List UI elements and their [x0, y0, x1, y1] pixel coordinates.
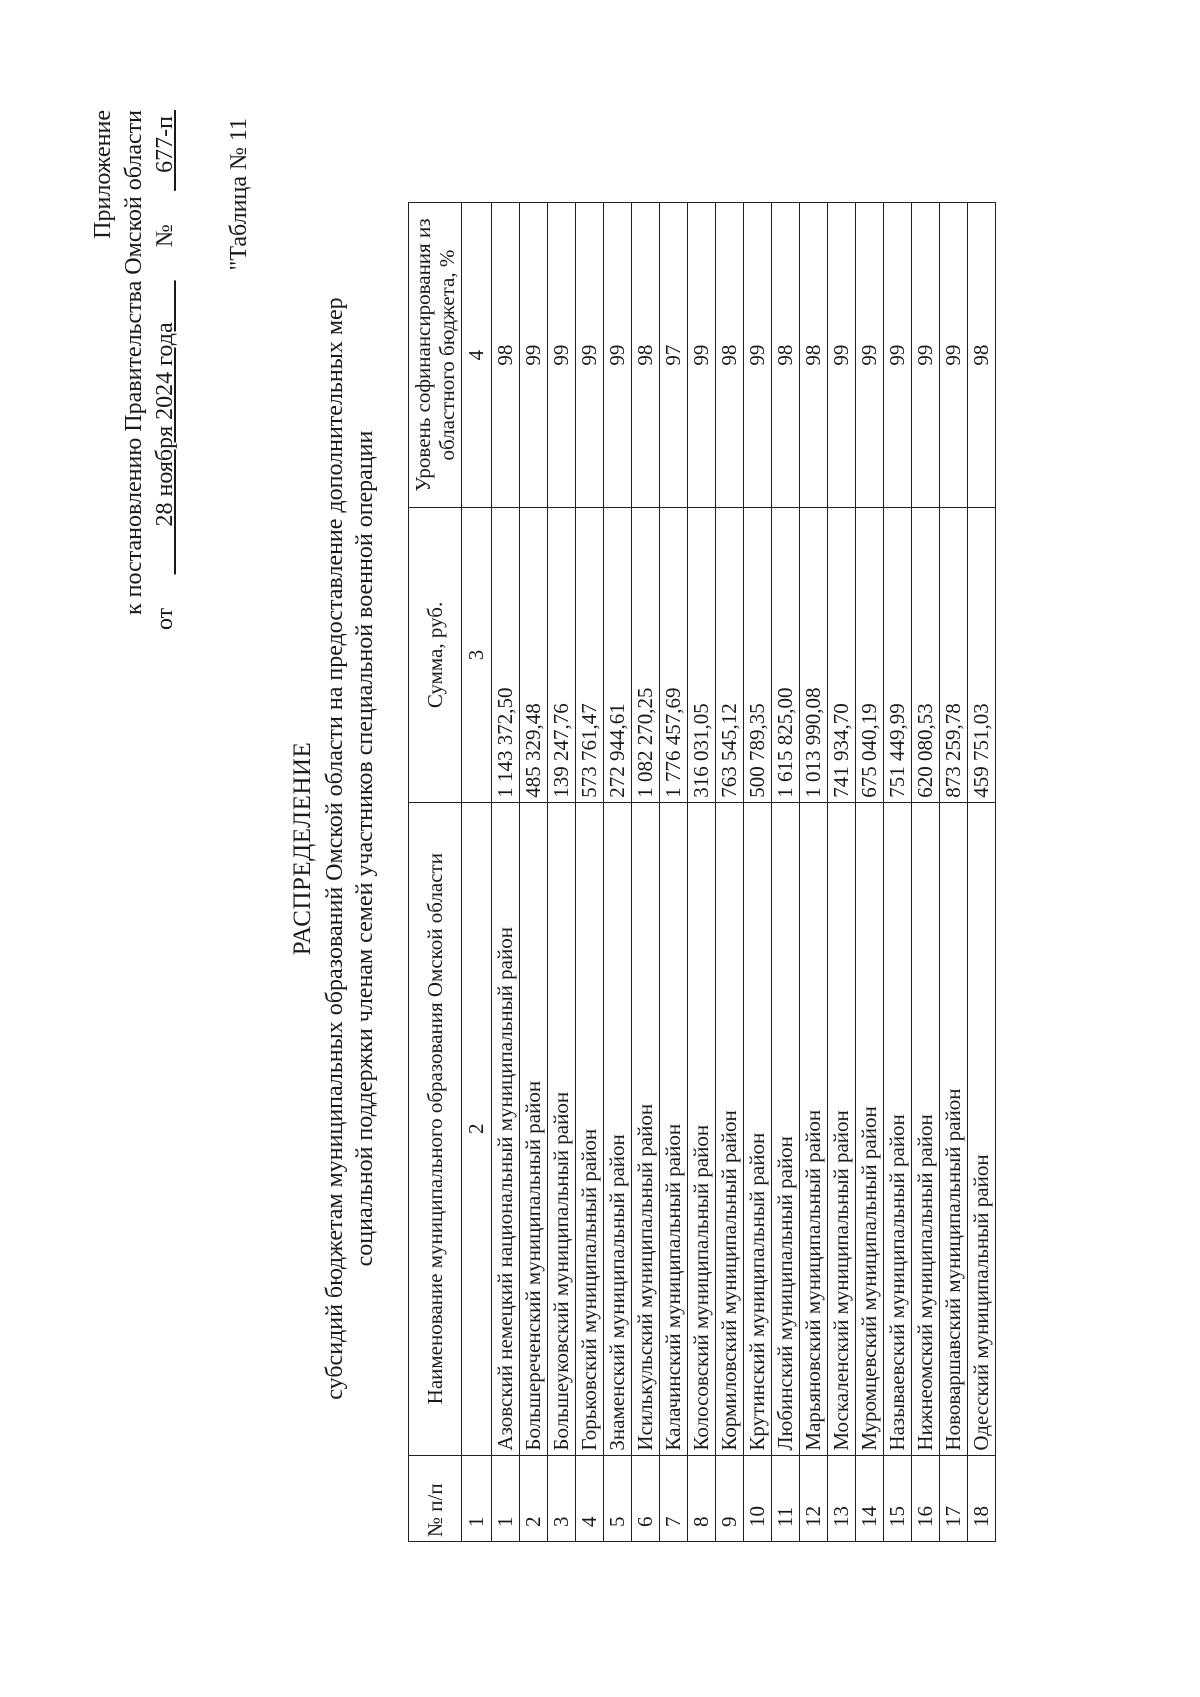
header-num: № п/п: [409, 1455, 462, 1541]
district-name: Большеуковский муниципальный район: [548, 802, 576, 1455]
subsidy-sum: 1 143 372,50: [492, 508, 520, 803]
appendix-title: Приложение: [90, 110, 116, 239]
table-row: [940, 203, 968, 1542]
cofinancing-level: 97: [660, 203, 688, 508]
subsidy-sum: 573 761,47: [576, 508, 604, 803]
table-row: [744, 203, 772, 1542]
cofinancing-level: 99: [744, 203, 772, 508]
table-row: [800, 203, 828, 1542]
subsidy-sum: 459 751,03: [968, 508, 996, 803]
cofinancing-level: 99: [576, 203, 604, 508]
appendix-decree: к постановлению Правительства Омской области: [121, 110, 147, 616]
subsidy-sum: 500 789,35: [744, 508, 772, 803]
cofinancing-level: 98: [800, 203, 828, 508]
cofinancing-level: 98: [632, 203, 660, 508]
distribution-table: [408, 202, 996, 1542]
row-number: 11: [772, 1455, 800, 1541]
table-row: [828, 203, 856, 1542]
cofinancing-level: 98: [772, 203, 800, 508]
row-number: 17: [940, 1455, 968, 1541]
row-number: 13: [828, 1455, 856, 1541]
row-number: 6: [632, 1455, 660, 1541]
district-name: Одесский муниципальный район: [968, 802, 996, 1455]
district-name: Нововаршавский муниципальный район: [940, 802, 968, 1455]
table-row: [660, 203, 688, 1542]
district-name: Азовский немецкий национальный муниципальный район: [492, 802, 520, 1455]
district-name: Кормиловский муниципальный район: [716, 802, 744, 1455]
row-number: 4: [576, 1455, 604, 1541]
district-name: Муромцевский муниципальный район: [856, 802, 884, 1455]
appendix-date-line: [150, 110, 181, 630]
table-row: [968, 203, 996, 1542]
district-name: Калачинский муниципальный район: [660, 802, 688, 1455]
table-row: [772, 203, 800, 1542]
date-prefix: от: [152, 607, 178, 630]
subsidy-sum: 1 776 457,69: [660, 508, 688, 803]
table-row: [548, 203, 576, 1542]
cofinancing-level: 99: [548, 203, 576, 508]
cofinancing-level: 99: [856, 203, 884, 508]
index-cell: 2: [462, 802, 492, 1455]
subsidy-sum: 763 545,12: [716, 508, 744, 803]
table-row: [912, 203, 940, 1542]
district-name: Москаленский муниципальный район: [828, 802, 856, 1455]
subsidy-sum: 873 259,78: [940, 508, 968, 803]
index-cell: 4: [462, 203, 492, 508]
cofinancing-level: 98: [968, 203, 996, 508]
subsidy-sum: 751 449,99: [884, 508, 912, 803]
table-row: [856, 203, 884, 1542]
title-line-3: социальной поддержки членам семей участников специальной военной операции: [352, 430, 378, 1267]
title-line-2: субсидий бюджетам муниципальных образований Омской области на предоставление дополнительных мер: [322, 297, 348, 1400]
appendix-header: [88, 110, 181, 630]
subsidy-sum: 1 615 825,00: [772, 508, 800, 803]
table-row: [884, 203, 912, 1542]
document-title: [288, 150, 380, 1547]
row-number: 8: [688, 1455, 716, 1541]
cofinancing-level: 99: [828, 203, 856, 508]
index-cell: 1: [462, 1455, 492, 1541]
row-number: 2: [520, 1455, 548, 1541]
row-number: 10: [744, 1455, 772, 1541]
decree-number: 677-п: [152, 116, 178, 173]
table-row: [492, 203, 520, 1542]
cofinancing-level: 99: [520, 203, 548, 508]
row-number: 1: [492, 1455, 520, 1541]
district-name: Знаменский муниципальный район: [604, 802, 632, 1455]
cofinancing-level: 99: [912, 203, 940, 508]
district-name: Исилькульский муниципальный район: [632, 802, 660, 1455]
subsidy-sum: 485 329,48: [520, 508, 548, 803]
row-number: 5: [604, 1455, 632, 1541]
row-number: 16: [912, 1455, 940, 1541]
table-row: [576, 203, 604, 1542]
header-name: Наименование муниципального образования Омской области: [409, 802, 462, 1455]
table-label: "Таблица № 11: [226, 118, 252, 271]
district-name: Марьяновский муниципальный район: [800, 802, 828, 1455]
row-number: 7: [660, 1455, 688, 1541]
row-number: 9: [716, 1455, 744, 1541]
district-name: Нижнеомский муниципальный район: [912, 802, 940, 1455]
header-level: Уровень софинансирования из областного бюджета, %: [409, 203, 462, 508]
table-row: [688, 203, 716, 1542]
district-name: Называевский муниципальный район: [884, 802, 912, 1455]
cofinancing-level: 99: [940, 203, 968, 508]
district-name: Крутинский муниципальный район: [744, 802, 772, 1455]
subsidy-sum: 620 080,53: [912, 508, 940, 803]
table-body: [492, 203, 996, 1542]
cofinancing-level: 99: [884, 203, 912, 508]
subsidy-sum: 675 040,19: [856, 508, 884, 803]
table-index-row: [462, 203, 492, 1542]
subsidy-sum: 741 934,70: [828, 508, 856, 803]
district-name: Колосовский муниципальный район: [688, 802, 716, 1455]
cofinancing-level: 98: [492, 203, 520, 508]
table-row: [632, 203, 660, 1542]
row-number: 12: [800, 1455, 828, 1541]
table-header-row: [409, 203, 462, 1542]
index-cell: 3: [462, 508, 492, 803]
cofinancing-level: 99: [688, 203, 716, 508]
header-sum: Сумма, руб.: [409, 508, 462, 803]
district-name: Горьковский муниципальный район: [576, 802, 604, 1455]
row-number: 14: [856, 1455, 884, 1541]
subsidy-sum: 272 944,61: [604, 508, 632, 803]
table-row: [520, 203, 548, 1542]
row-number: 3: [548, 1455, 576, 1541]
subsidy-sum: 316 031,05: [688, 508, 716, 803]
subsidy-sum: 1 013 990,08: [800, 508, 828, 803]
district-name: Любинский муниципальный район: [772, 802, 800, 1455]
subsidy-sum: 139 247,76: [548, 508, 576, 803]
table-row: [604, 203, 632, 1542]
subsidy-sum: 1 082 270,25: [632, 508, 660, 803]
district-name: Большереченский муниципальный район: [520, 802, 548, 1455]
decree-date: 28 ноября 2024 года: [152, 322, 178, 527]
table-row: [716, 203, 744, 1542]
cofinancing-level: 98: [716, 203, 744, 508]
title-main: РАСПРЕДЕЛЕНИЕ: [289, 741, 316, 956]
cofinancing-level: 99: [604, 203, 632, 508]
row-number: 15: [884, 1455, 912, 1541]
number-prefix: №: [152, 224, 178, 248]
row-number: 18: [968, 1455, 996, 1541]
